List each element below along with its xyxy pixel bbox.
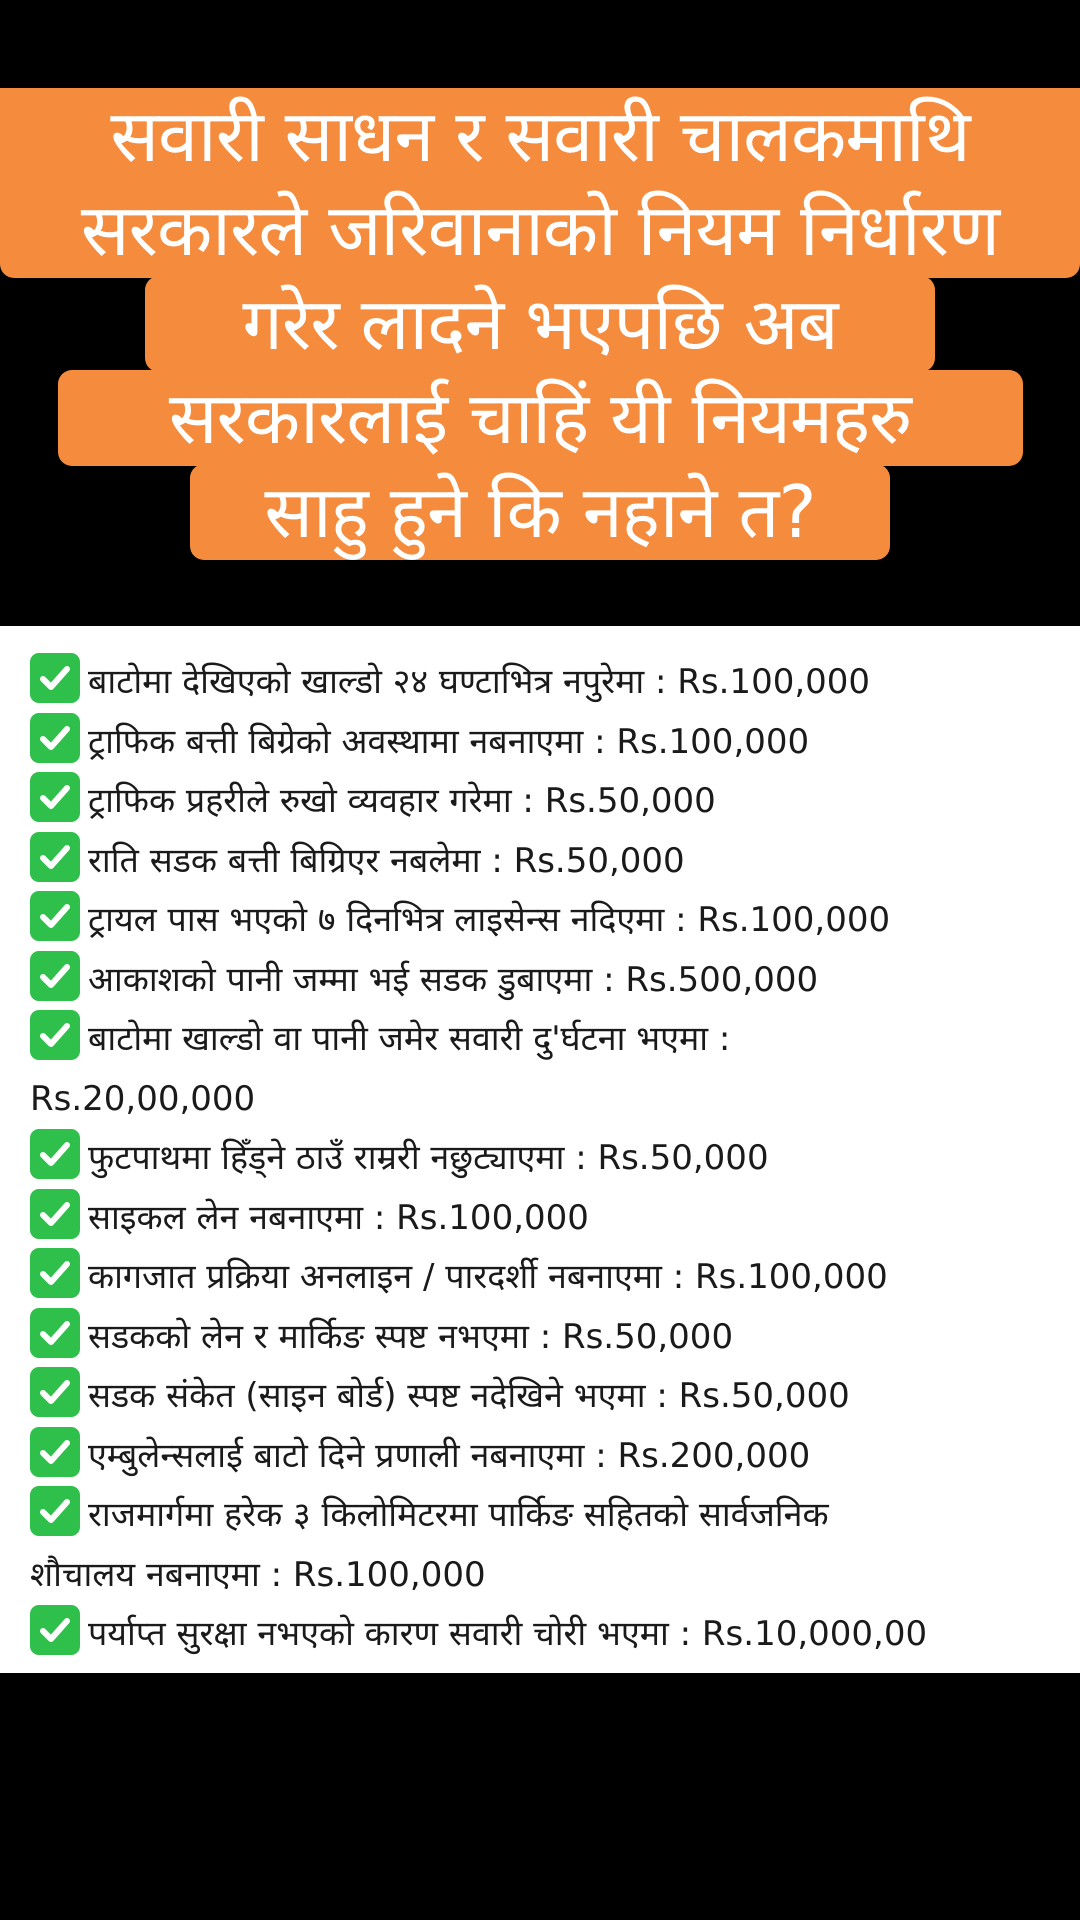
list-item-text: सडकको लेन र मार्किङ स्पष्ट नभएमा : Rs.50,000	[88, 1316, 734, 1357]
list-item-text: बाटोमा खाल्डो वा पानी जमेर सवारी दु'र्घटना भएमा :	[88, 1019, 731, 1059]
list-item-continuation: Rs.20,00,000	[30, 1078, 256, 1119]
list-item	[30, 832, 1056, 892]
check-mark-button-icon	[30, 713, 80, 763]
list-item	[30, 713, 1056, 773]
headline-line-2: सरकारले जरिवानाको नियम निर्धारण	[0, 182, 1080, 278]
list-item	[30, 772, 1056, 832]
headline-block	[0, 90, 1080, 560]
headline-line-1: सवारी साधन र सवारी चालकमाथि	[0, 88, 1080, 184]
list-item-text: राति सडक बत्ती बिग्रिएर नबलेमा : Rs.50,000	[88, 840, 685, 881]
list-item-text: राजमार्गमा हरेक ३ किलोमिटरमा पार्किङ सहितको सार्वजनिक	[88, 1495, 829, 1535]
headline-line-5: साहु हुने कि नहाने त?	[190, 464, 890, 560]
list-item	[30, 1486, 1056, 1605]
check-mark-button-icon	[30, 891, 80, 941]
list-item-text: बाटोमा देखिएको खाल्डो २४ घण्टाभित्र नपुरेमा : Rs.100,000	[88, 662, 871, 702]
list-item	[30, 1427, 1056, 1487]
list-item-text: साइकल लेन नबनाएमा : Rs.100,000	[88, 1197, 589, 1238]
headline-line-4: सरकारलाई चाहिं यी नियमहरु	[58, 370, 1023, 466]
list-item	[30, 1367, 1056, 1427]
list-item-text: एम्बुलेन्सलाई बाटो दिने प्रणाली नबनाएमा : Rs.200,000	[88, 1435, 811, 1476]
check-mark-button-icon	[30, 1367, 80, 1417]
list-item	[30, 1248, 1056, 1308]
check-mark-button-icon	[30, 1486, 80, 1536]
list-item	[30, 653, 1056, 713]
list-item-text: ट्राफिक प्रहरीले रुखो व्यवहार गरेमा : Rs.50,000	[88, 781, 716, 821]
check-mark-button-icon	[30, 1427, 80, 1477]
check-mark-button-icon	[30, 1308, 80, 1358]
list-item-continuation: शौचालय नबनाएमा : Rs.100,000	[30, 1554, 486, 1595]
list-item	[30, 891, 1056, 951]
list-item-text: पर्याप्त सुरक्षा नभएको कारण सवारी चोरी भएमा : Rs.10,000,00	[88, 1614, 928, 1654]
check-mark-button-icon	[30, 653, 80, 703]
list-item-text: आकाशको पानी जम्मा भई सडक डुबाएमा : Rs.500,000	[88, 959, 819, 1000]
list-item	[30, 1129, 1056, 1189]
check-mark-button-icon	[30, 772, 80, 822]
list-item	[30, 1189, 1056, 1249]
check-mark-button-icon	[30, 1129, 80, 1179]
check-mark-button-icon	[30, 951, 80, 1001]
list-item	[30, 1605, 1056, 1665]
check-mark-button-icon	[30, 832, 80, 882]
check-mark-button-icon	[30, 1189, 80, 1239]
list-item	[30, 951, 1056, 1011]
list-item-text: ट्राफिक बत्ती बिग्रेको अवस्थामा नबनाएमा : Rs.100,000	[88, 721, 810, 762]
list-item	[30, 1010, 1056, 1129]
headline-line-3: गरेर लादने भएपछि अब	[145, 276, 935, 372]
fines-list-panel	[0, 626, 1080, 1673]
list-item-text: ट्रायल पास भएको ७ दिनभित्र लाइसेन्स नदिएमा : Rs.100,000	[88, 900, 891, 940]
list-item-text: सडक संकेत (साइन बोर्ड) स्पष्ट नदेखिने भएमा : Rs.50,000	[88, 1376, 850, 1416]
list-item-text: फुटपाथमा हिँड्ने ठाउँ राम्ररी नछुट्याएमा : Rs.50,000	[88, 1138, 769, 1178]
check-mark-button-icon	[30, 1010, 80, 1060]
check-mark-button-icon	[30, 1248, 80, 1298]
list-item-text: कागजात प्रक्रिया अनलाइन / पारदर्शी नबनाएमा : Rs.100,000	[88, 1257, 888, 1297]
check-mark-button-icon	[30, 1605, 80, 1655]
list-item	[30, 1308, 1056, 1368]
fines-list	[30, 653, 1056, 1665]
